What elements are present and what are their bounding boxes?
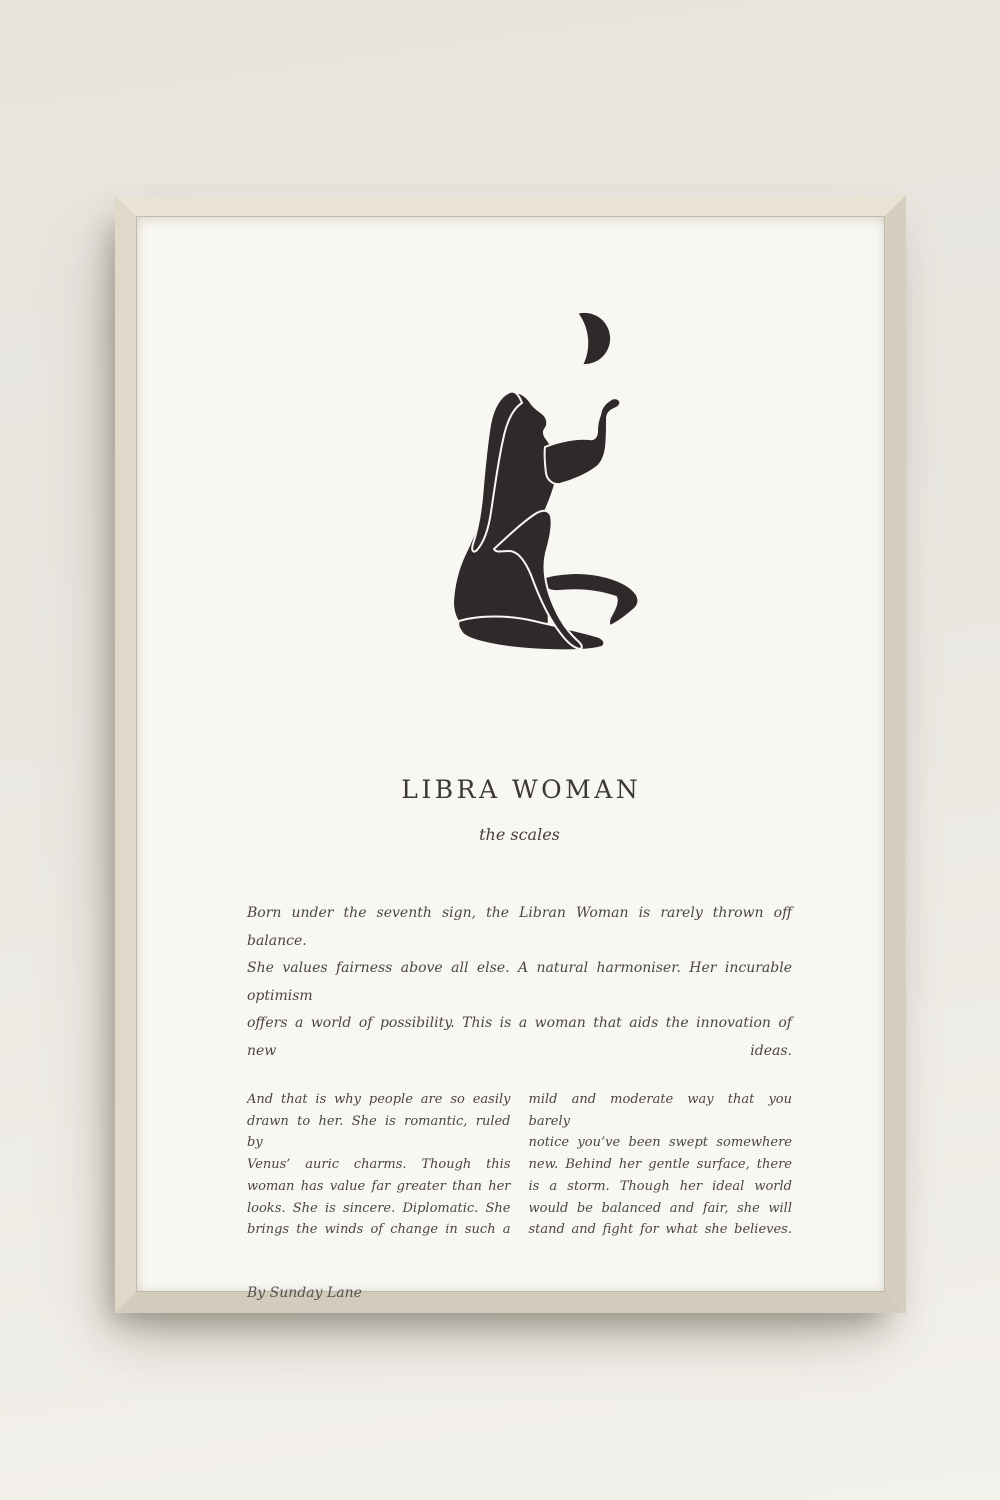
text-line: notice you’ve been swept somewhere — [528, 1135, 792, 1151]
byline: By Sunday Lane — [247, 1284, 362, 1301]
picture-frame — [115, 195, 906, 1313]
text-line: mild and moderate way that you barely — [528, 1092, 792, 1129]
poster-title: LIBRA WOMAN — [401, 775, 642, 804]
art-print-paper — [137, 217, 884, 1301]
frame-inner-edge — [136, 216, 885, 1301]
text-line: would be balanced and fair, she will — [528, 1200, 792, 1216]
libra-woman-illustration — [419, 279, 679, 679]
text-line: And that is why people are so easily — [247, 1092, 511, 1107]
crescent-moon — [577, 312, 611, 365]
text-line: woman has value far greater than her — [247, 1178, 511, 1194]
silhouette-raised-arm — [545, 398, 621, 484]
text-line: She values fairness above all else. A natural harmoniser. Her incurable optimism — [247, 960, 792, 1004]
woman-silhouette — [453, 392, 638, 651]
text-line: stand and fight for what she believes. — [528, 1222, 792, 1238]
text-line: drawn to her. She is romantic, ruled by — [247, 1113, 511, 1151]
poster-text-block — [247, 775, 792, 1301]
intro-paragraph — [247, 900, 792, 1065]
text-line: brings the winds of change in such a — [247, 1222, 511, 1238]
left-column — [247, 1089, 511, 1241]
poster-subtitle: the scales — [479, 825, 560, 844]
text-line: offers a world of possibility. This is a woman that aids the innovation of new ideas. — [247, 1015, 792, 1059]
text-line: is a storm. Though her ideal world — [528, 1178, 792, 1194]
text-line: Born under the seventh sign, the Libran Woman is rarely thrown off balance. — [247, 905, 792, 949]
body-columns — [247, 1089, 792, 1241]
text-line: Venus’ auric charms. Though this — [247, 1157, 511, 1173]
text-line: looks. She is sincere. Diplomatic. She — [247, 1200, 511, 1216]
text-line: new. Behind her gentle surface, there — [528, 1157, 792, 1173]
right-column — [529, 1089, 793, 1241]
